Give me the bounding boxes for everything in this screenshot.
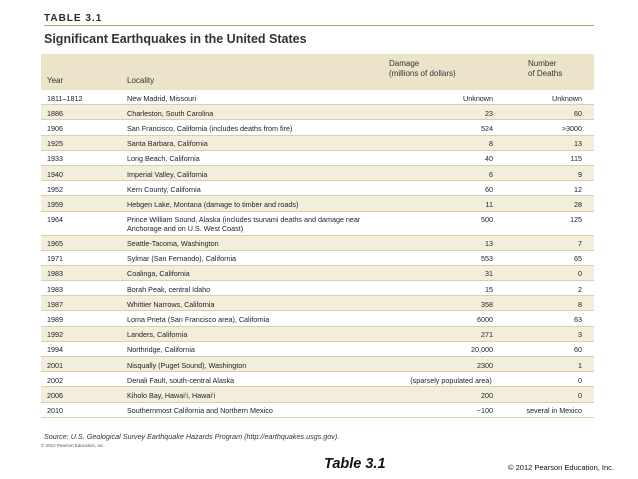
cell-deaths: 60 <box>574 108 582 118</box>
cell-damage: 40 <box>485 154 493 164</box>
cell-year: 1987 <box>47 299 63 309</box>
table-row <box>41 311 594 326</box>
cell-deaths: several in Mexico <box>526 406 582 416</box>
table-row <box>41 387 594 402</box>
cell-locality: Seattle-Tacoma, Washington <box>127 239 219 249</box>
cell-deaths: Unknown <box>552 93 582 103</box>
cell-deaths: 63 <box>574 315 582 325</box>
cell-damage: 20,000 <box>471 345 493 355</box>
source-note: Source: U.S. Geological Survey Earthquake Hazards Program (http://earthquakes.usgs.gov). <box>44 432 340 441</box>
header-damage-line2: (millions of dollars) <box>389 69 456 78</box>
cell-damage: 6 <box>489 169 493 179</box>
table-row <box>41 212 594 236</box>
table-row <box>41 296 594 311</box>
cell-year: 1933 <box>47 154 63 164</box>
cell-locality: Loma Prieta (San Francisco area), California <box>127 315 270 325</box>
header-damage <box>389 59 456 79</box>
copyright-small: © 2012 Pearson Education, Inc. <box>41 443 105 448</box>
earthquake-table <box>41 54 594 418</box>
cell-deaths: 13 <box>574 139 582 149</box>
cell-locality: Santa Barbara, California <box>127 139 208 149</box>
header-deaths-line1: Number <box>528 59 557 68</box>
cell-deaths: 0 <box>578 269 582 279</box>
cell-damage: 271 <box>481 330 493 340</box>
title-rule <box>44 25 594 26</box>
cell-year: 1989 <box>47 315 63 325</box>
cell-locality: Sylmar (San Fernando), California <box>127 254 237 264</box>
cell-locality: Kiholo Bay, Hawai‘i, Hawai‘i <box>127 390 216 400</box>
cell-deaths: 115 <box>570 154 582 164</box>
cell-deaths: 2 <box>578 284 582 294</box>
cell-damage: Unknown <box>463 93 493 103</box>
table-row <box>41 151 594 166</box>
cell-year: 1971 <box>47 254 63 264</box>
table-row <box>41 251 594 266</box>
cell-damage: 8 <box>489 139 493 149</box>
cell-locality: Denali Fault, south-central Alaska <box>127 375 235 385</box>
cell-damage: (sparsely populated area) <box>410 375 492 385</box>
cell-year: 1965 <box>47 239 63 249</box>
header-damage-line1: Damage <box>389 59 420 68</box>
table-row <box>41 342 594 357</box>
cell-year: 1964 <box>47 215 63 225</box>
slide-caption: Table 3.1 <box>324 456 386 472</box>
cell-locality: New Madrid, Missouri <box>127 93 197 103</box>
table-row <box>41 266 594 281</box>
cell-locality: Northridge, California <box>127 345 195 355</box>
cell-year: 2006 <box>47 390 63 400</box>
cell-year: 2002 <box>47 375 63 385</box>
cell-locality: Nisqually (Puget Sound), Washington <box>127 360 247 370</box>
cell-year: 1983 <box>47 269 63 279</box>
cell-damage: 358 <box>481 299 493 309</box>
cell-year: 1925 <box>47 139 63 149</box>
header-year: Year <box>47 76 64 85</box>
cell-year: 1959 <box>47 199 63 209</box>
cell-locality: Long Beach, California <box>127 154 200 164</box>
cell-locality: Coalinga, California <box>127 269 190 279</box>
table-row <box>41 196 594 211</box>
cell-year: 1952 <box>47 184 63 194</box>
cell-damage: 15 <box>485 284 493 294</box>
cell-year: 1994 <box>47 345 63 355</box>
cell-locality: Hebgen Lake, Montana (damage to timber and roads) <box>127 199 299 209</box>
table-title: Significant Earthquakes in the United States <box>44 32 307 46</box>
cell-damage: 524 <box>481 123 493 133</box>
cell-year: 1886 <box>47 108 63 118</box>
table-row <box>41 281 594 296</box>
table-row <box>41 403 594 418</box>
cell-locality: Kern County, California <box>127 184 201 194</box>
cell-deaths: 12 <box>574 184 582 194</box>
cell-deaths: 3 <box>578 330 582 340</box>
table-body <box>41 90 594 418</box>
cell-deaths: >3000 <box>561 123 582 133</box>
cell-deaths: 28 <box>574 199 582 209</box>
cell-deaths: 60 <box>574 345 582 355</box>
cell-deaths: 0 <box>578 375 582 385</box>
cell-deaths: 0 <box>578 390 582 400</box>
cell-locality: Borah Peak, central Idaho <box>127 284 211 294</box>
cell-damage: 11 <box>485 199 493 209</box>
cell-locality: San Francisco, California (includes deaths from fire) <box>127 123 293 133</box>
cell-deaths: 9 <box>578 169 582 179</box>
cell-damage: 13 <box>485 239 493 249</box>
table-header <box>41 54 594 90</box>
cell-year: 1940 <box>47 169 63 179</box>
cell-year: 1811–1812 <box>47 93 83 103</box>
cell-damage: 500 <box>481 215 493 225</box>
cell-damage: 23 <box>485 108 493 118</box>
table-row <box>41 236 594 251</box>
cell-deaths: 65 <box>574 254 582 264</box>
cell-damage: 31 <box>485 269 493 279</box>
cell-deaths: 125 <box>570 215 582 225</box>
cell-year: 2010 <box>47 406 63 416</box>
table-label: TABLE 3.1 <box>44 13 103 24</box>
cell-damage: 2300 <box>477 360 493 370</box>
cell-year: 1906 <box>47 123 63 133</box>
cell-year: 1983 <box>47 284 63 294</box>
cell-locality: Charleston, South Carolina <box>127 108 214 118</box>
cell-deaths: 1 <box>578 360 582 370</box>
copyright-notice: © 2012 Pearson Education, Inc. <box>508 463 615 472</box>
cell-damage: 60 <box>485 184 493 194</box>
cell-locality: Southernmost California and Northern Mexico <box>127 406 273 416</box>
cell-damage: ~100 <box>476 406 493 416</box>
table-row <box>41 327 594 342</box>
table-row <box>41 181 594 196</box>
cell-year: 1992 <box>47 330 63 340</box>
table-row <box>41 372 594 387</box>
cell-deaths: 8 <box>578 299 582 309</box>
cell-damage: 553 <box>481 254 493 264</box>
cell-locality: Imperial Valley, California <box>127 169 208 179</box>
cell-deaths: 7 <box>578 239 582 249</box>
header-deaths-line2: of Deaths <box>528 69 563 78</box>
table-row <box>41 90 594 105</box>
cell-locality: Prince William Sound, Alaska (includes tsunami deaths and damage near Anchorage and on U.S. West Coast) <box>127 215 361 234</box>
table-row <box>41 357 594 372</box>
cell-locality: Landers, California <box>127 330 188 340</box>
cell-damage: 200 <box>481 390 493 400</box>
header-deaths <box>528 59 562 79</box>
table-row <box>41 166 594 181</box>
header-locality: Locality <box>127 76 155 85</box>
cell-locality: Whittier Narrows, California <box>127 299 215 309</box>
cell-year: 2001 <box>47 360 63 370</box>
table-row <box>41 105 594 120</box>
table-row <box>41 136 594 151</box>
cell-damage: 6000 <box>477 315 493 325</box>
table-row <box>41 120 594 135</box>
